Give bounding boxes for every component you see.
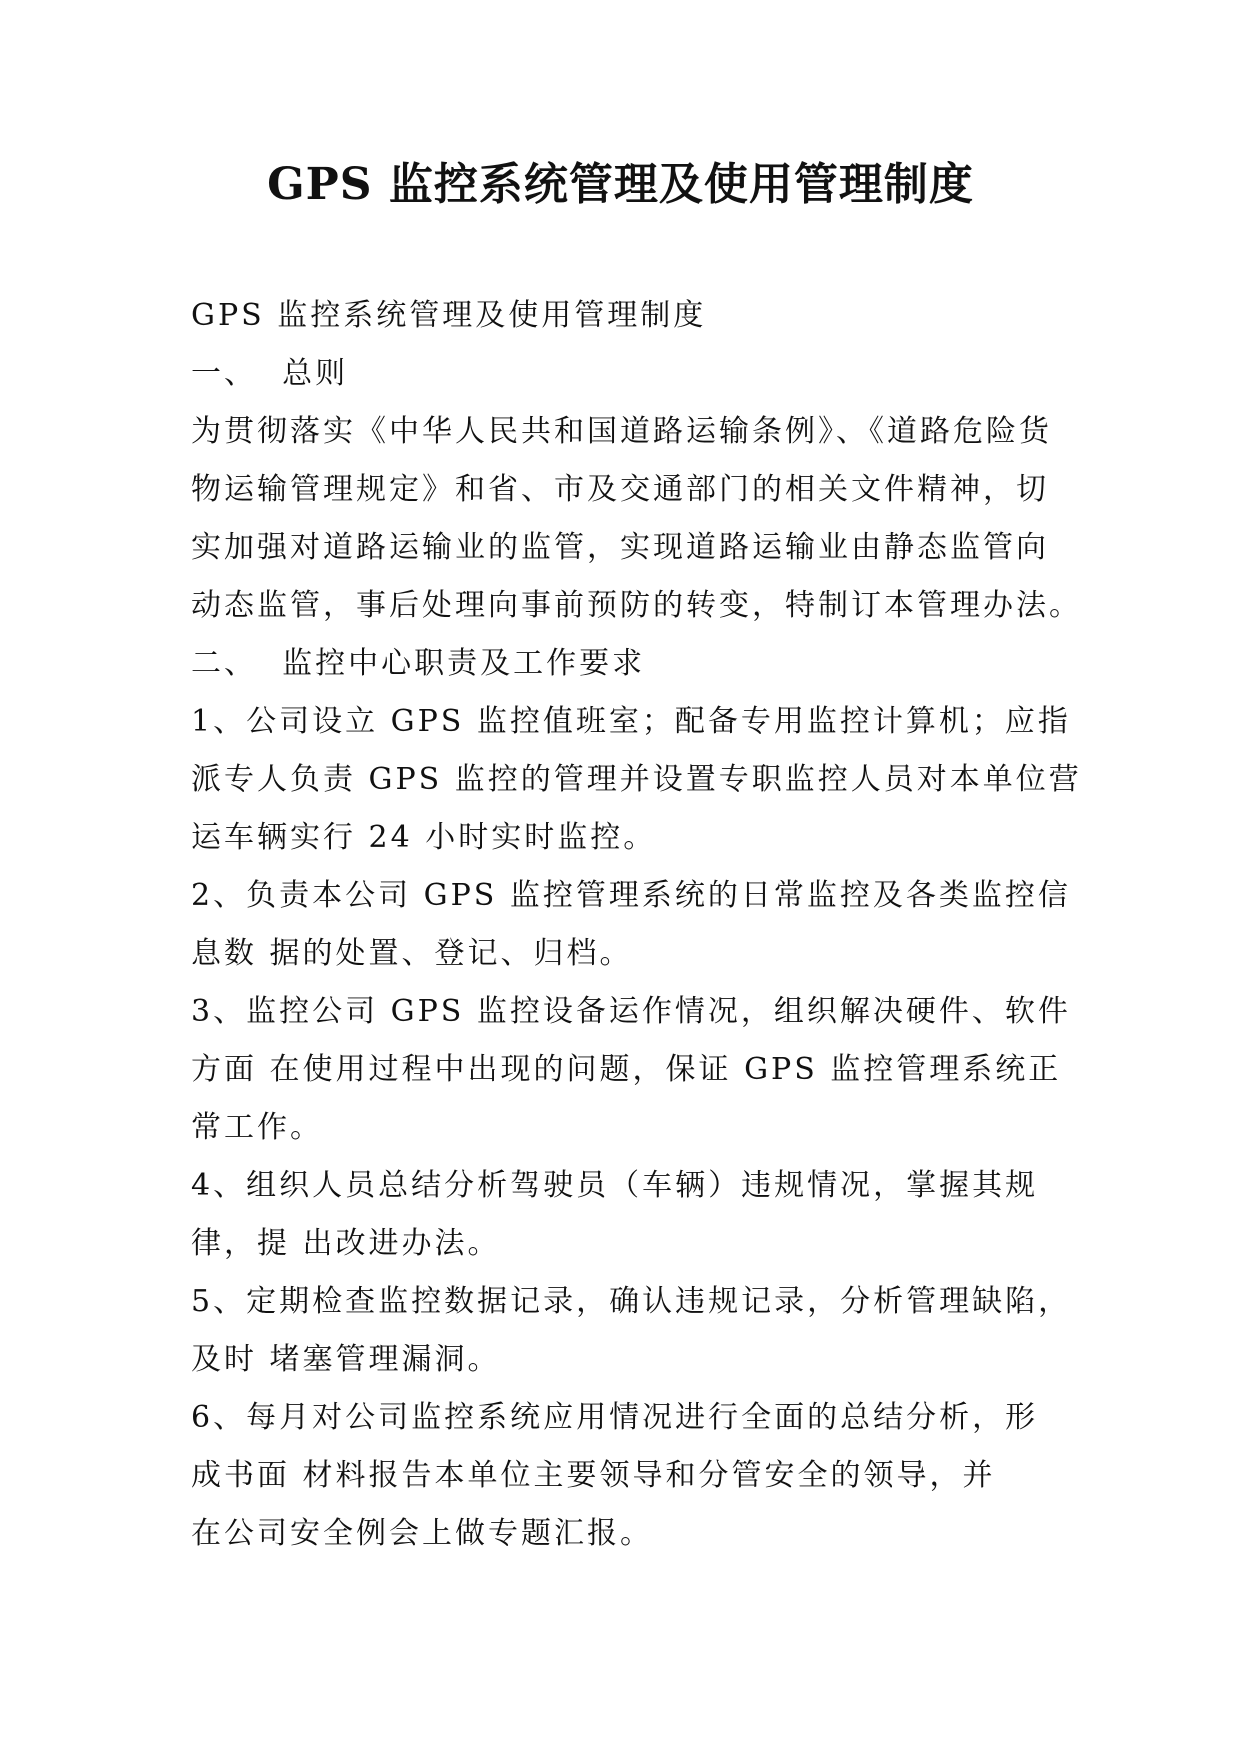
paragraph-line: 方面 在使用过程中出现的问题，保证 GPS 监控管理系统正 [191, 1052, 1062, 1087]
paragraph-line: 动态监管，事后处理向事前预防的转变，特制订本管理办法。 [191, 588, 1082, 623]
paragraph-line: 成书面 材料报告本单位主要领导和分管安全的领导，并 [191, 1458, 996, 1493]
paragraph-line: 派专人负责 GPS 监控的管理并设置专职监控人员对本单位营 [191, 762, 1082, 797]
subtitle-line: GPS 监控系统管理及使用管理制度 [191, 298, 707, 333]
paragraph-line: 及时 堵塞管理漏洞。 [191, 1342, 501, 1377]
paragraph-line: 1、公司设立 GPS 监控值班室；配备专用监控计算机；应指 [191, 704, 1071, 739]
paragraph-line: 物运输管理规定》和省、市及交通部门的相关文件精神，切 [191, 472, 1049, 507]
document-body [191, 287, 1082, 1563]
section-heading-general: 一、 总则 [191, 356, 349, 391]
paragraph-line: 在公司安全例会上做专题汇报。 [191, 1516, 653, 1551]
paragraph-line: 3、监控公司 GPS 监控设备运作情况，组织解决硬件、软件 [191, 994, 1071, 1029]
paragraph-line: 实加强对道路运输业的监管，实现道路运输业由静态监管向 [191, 530, 1049, 565]
paragraph-line: 运车辆实行 24 小时实时监控。 [191, 820, 657, 855]
paragraph-line: 4、组织人员总结分析驾驶员（车辆）违规情况，掌握其规 [191, 1168, 1039, 1203]
paragraph-line: 常工作。 [191, 1110, 323, 1145]
document-title: GPS 监控系统管理及使用管理制度 [267, 159, 974, 210]
paragraph-line: 律，提 出改进办法。 [191, 1226, 501, 1261]
paragraph-line: 5、定期检查监控数据记录，确认违规记录，分析管理缺陷， [191, 1284, 1072, 1319]
paragraph-line: 为贯彻落实《中华人民共和国道路运输条例》、《道路危险货 [191, 414, 1052, 449]
paragraph-line: 息数 据的处置、登记、归档。 [191, 936, 633, 971]
paragraph-line: 6、每月对公司监控系统应用情况进行全面的总结分析，形 [191, 1400, 1039, 1435]
section-heading-duties: 二、 监控中心职责及工作要求 [191, 646, 646, 681]
paragraph-line: 2、负责本公司 GPS 监控管理系统的日常监控及各类监控信 [191, 878, 1071, 913]
